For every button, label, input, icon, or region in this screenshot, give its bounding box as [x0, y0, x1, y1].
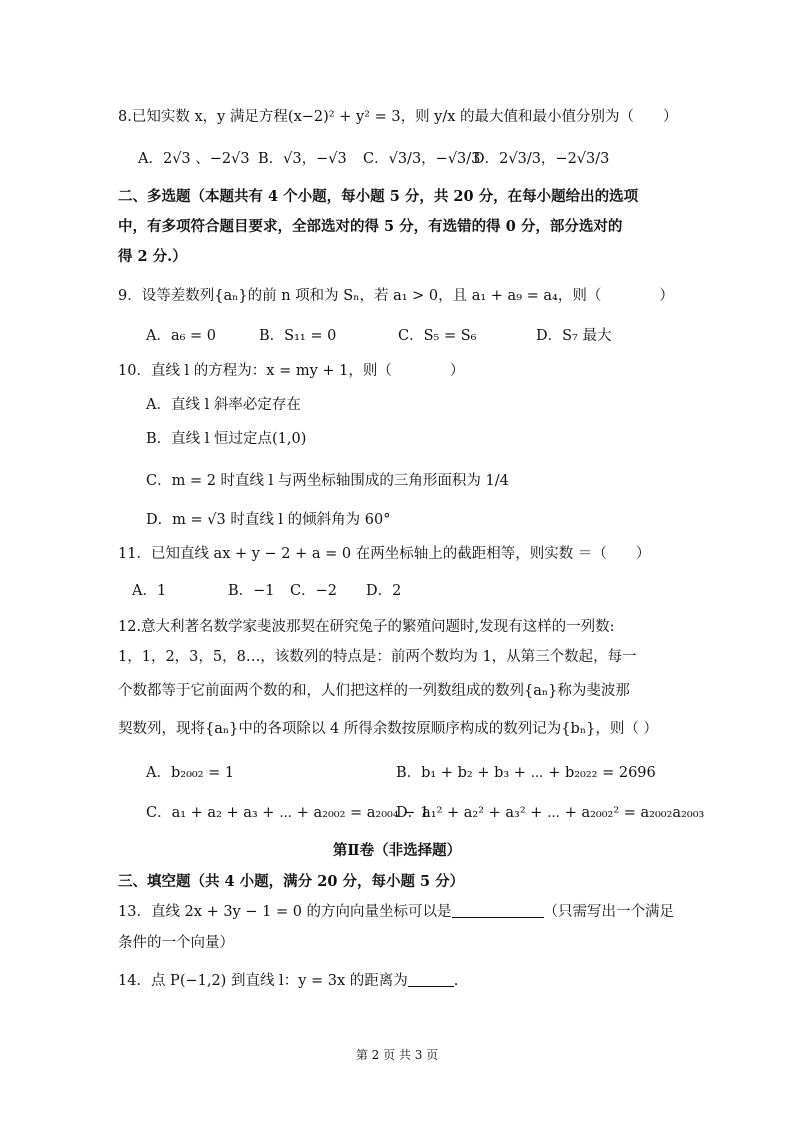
q11-option-b: B．−1 [228, 583, 275, 599]
q13-line-1 [118, 901, 674, 923]
q8-option-d: D．2√3/3，−2√3/3 [473, 151, 610, 167]
q10-option-b: B．直线 l 恒过定点(1,0) [146, 431, 307, 447]
section2-line-2: 中，有多项符合题目要求，全部选对的得 5 分，有选错的得 0 分，部分选对的 [118, 218, 623, 235]
q13-text-after: （只需写出一个满足 [543, 904, 675, 920]
q12-line-1: 12.意大利著名数学家斐波那契在研究兔子的繁殖问题时,发现有这样的一列数: [118, 619, 615, 635]
section2-line-1: 二、多选题（本题共有 4 个小题，每小题 5 分，共 20 分，在每小题给出的选项 [118, 188, 639, 205]
q13-line-2: 条件的一个向量） [118, 935, 234, 951]
q8-option-a: A．2√3 、−2√3 [138, 151, 250, 167]
q12-option-d: D．a₁² + a₂² + a₃² + ⋯ + a₂₀₀₂² = a₂₀₀₂a₂₀₀₃ [396, 805, 705, 821]
q9-stem: 9．设等差数列{aₙ}的前 n 项和为 Sₙ，若 a₁ > 0，且 a₁ + a₉ = a₄，则（ ） [118, 288, 674, 304]
q13-text-before: 13．直线 2x + 3y − 1 = 0 的方向向量坐标可以是 [118, 904, 452, 920]
section3-heading: 三、填空题（共 4 小题，满分 20 分，每小题 5 分） [118, 873, 465, 890]
q8-option-c: C．√3/3，−√3/3 [363, 151, 481, 167]
q11-option-a: A．1 [132, 583, 167, 599]
q9-option-a: A．a₆ = 0 [146, 328, 217, 344]
q12-option-c: C．a₁ + a₂ + a₃ + ⋯ + a₂₀₀₂ = a₂₀₀₄ − 1 [146, 805, 430, 821]
q14-text-after: . [453, 973, 459, 989]
q14-text-before: 14．点 P(−1,2) 到直线 l：y = 3x 的距离为 [118, 973, 408, 989]
q10-option-c: C．m = 2 时直线 l 与两坐标轴围成的三角形面积为 1/4 [146, 473, 509, 489]
section2-line-3: 得 2 分.） [118, 248, 187, 265]
q14-answer-blank[interactable] [408, 970, 454, 987]
page-footer: 第 2 页 共 3 页 [355, 1048, 439, 1062]
q11-option-c: C．−2 [290, 583, 337, 599]
q12-option-b: B．b₁ + b₂ + b₃ + ⋯ + b₂₀₂₂ = 2696 [396, 765, 656, 781]
q12-option-a: A．b₂₀₀₂ = 1 [146, 765, 235, 781]
q12-line-3: 个数都等于它前面两个数的和，人们把这样的一列数组成的数列{aₙ}称为斐波那 [118, 683, 630, 699]
q8-stem: 8.已知实数 x，y 满足方程(x−2)² + y² = 3，则 y/x 的最大值和最小值分别为（ ） [118, 109, 678, 125]
q13-answer-blank[interactable] [452, 901, 544, 918]
q10-option-d: D．m = √3 时直线 l 的倾斜角为 60° [146, 512, 391, 528]
q12-line-4: 契数列，现将{aₙ}中的各项除以 4 所得余数按原顺序构成的数列记为{bₙ}，则（ ） [118, 721, 658, 737]
q10-option-a: A．直线 l 斜率必定存在 [146, 397, 301, 413]
q9-option-c: C．S₅ = S₆ [398, 328, 477, 344]
q11-option-d: D．2 [366, 583, 402, 599]
q12-line-2: 1，1，2，3，5，8…，该数列的特点是：前两个数均为 1，从第三个数起，每一 [118, 649, 637, 665]
q8-option-b: B．√3，−√3 [258, 151, 347, 167]
q10-stem: 10．直线 l 的方程为：x = my + 1，则（ ） [118, 363, 465, 379]
q14-line [118, 970, 458, 992]
volume-2-heading: 第Ⅱ卷（非选择题） [332, 842, 462, 859]
q11-stem: 11．已知直线 ax + y − 2 + a = 0 在两坐标轴上的截距相等，则实数 ＝（ ） [118, 546, 651, 562]
q9-option-d: D．S₇ 最大 [536, 328, 612, 344]
q9-option-b: B．S₁₁ = 0 [259, 328, 337, 344]
